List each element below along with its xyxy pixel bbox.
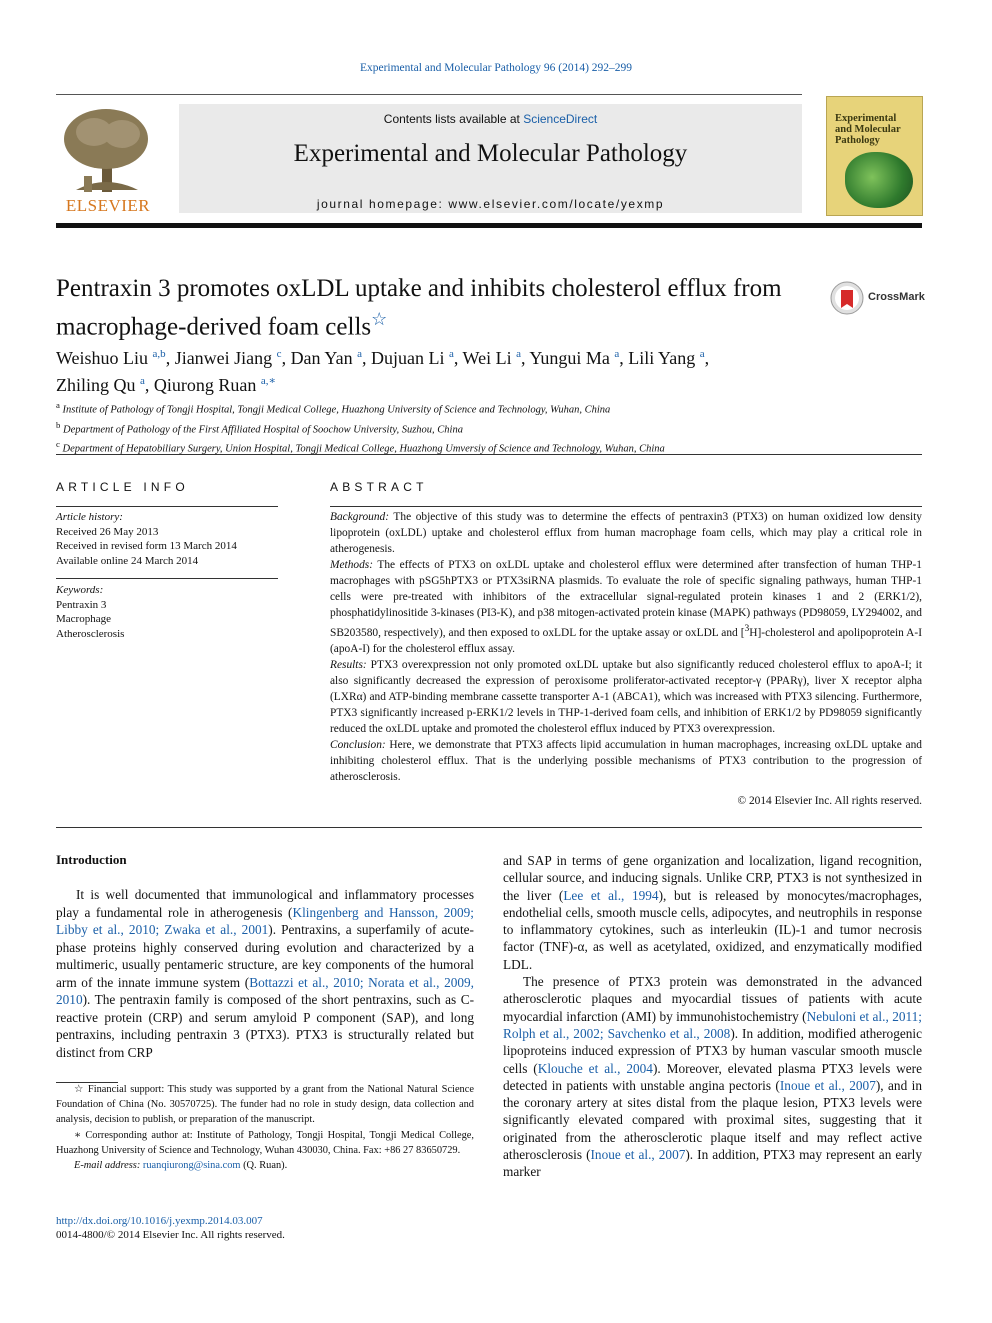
funding-text: Financial support: This study was supported by a grant from the National Natural Science Foundation of China (No. 30570725). The funder had no role in study design, data collection and analysis, decision to publish, or preparation of the manuscript. bbox=[56, 1084, 474, 1126]
author-affiliation-sup[interactable]: a bbox=[140, 375, 145, 387]
abstract-rule bbox=[330, 506, 922, 507]
left-column bbox=[56, 886, 474, 1061]
affiliation-key: a bbox=[56, 400, 60, 410]
section-rule bbox=[56, 454, 922, 455]
right-column bbox=[503, 852, 922, 1181]
author-affiliation-sup[interactable]: c bbox=[276, 348, 282, 360]
author-affiliation-sup[interactable]: a bbox=[357, 348, 362, 360]
elsevier-logo[interactable] bbox=[56, 104, 160, 216]
intro-paragraph bbox=[503, 973, 922, 1181]
citation-link[interactable]: Lee et al., 1994 bbox=[563, 887, 659, 903]
paragraph-text: ). In addition, PTX3 may represent an early marker bbox=[503, 1147, 922, 1180]
methods-text: The effects of PTX3 on oxLDL uptake and cholesterol efflux were determined after transfection of human THP-1 macrophages with pSG5hPTX3 or PTX3siRNA plasmids. To evaluate the role of specific signaling pathways, human THP-1 cells were pre-treated with inhibitors of the extracellular signal-regulated protein kinases 1 and 2 (ERK1/2), phosphatidylinositide 3-kinases (PI3-K), and p38 mitogen-activated protein kinase (MAPK) pathways (PD98059, LY294002, and SB203580, respectively), and then exposed to oxLDL for the uptake assay or oxLDL and [ bbox=[330, 559, 922, 639]
corresponding-text: Corresponding author at: Institute of Pathology, Tongji Hospital, Tongji Medical College, Huazhong University of Science and Technology, Wuhan 430030, China. Fax: +86 27 83650729. bbox=[56, 1129, 474, 1156]
citation-link[interactable]: Nebuloni et al., 2011; Rolph et al., 2002; Savchenko et al., 2008 bbox=[503, 1008, 922, 1041]
introduction-heading: Introduction bbox=[56, 852, 127, 867]
email-suffix: (Q. Ruan). bbox=[240, 1160, 288, 1172]
paragraph-text: The presence of PTX3 protein was demonstrated in the advanced atherosclerotic plaques and myocardial tissues of patients with acute myocardial infarction (AMI) by immunohistochemistry ( bbox=[503, 974, 922, 1024]
results-text: PTX3 overexpression not only promoted oxLDL uptake but also significantly reduced cholesterol efflux to apoA-I; it also significantly decreased the expression of peroxisome proliferator-activated receptor-γ (PPARγ), liver X receptor alpha (LXRα) and ATP-binding membrane cassette transporter A-1 (ABCA1), which was increased with PTX3 silencing. Furthermore, PTX3 significantly increased p-ERK1/2 levels in THP-1-derived foam cells, and inhibition of ERK1/2 by PD98059 significantly reduced the oxLDL uptake and promoted the cholesterol efflux induced by PTX3 overexpression. bbox=[330, 658, 922, 735]
author-name[interactable]: Jianwei Jiang bbox=[174, 348, 273, 368]
citation-link[interactable]: Inoue et al., 2007 bbox=[779, 1077, 876, 1093]
affiliation-item bbox=[56, 418, 922, 438]
paragraph-text: ). The pentraxin family is composed of the short pentraxins, such as C-reactive protein (CRP) and serum amyloid P component (SAP), and long pentraxins, including pentraxin 3 (PTX3). PTX3 is structurally related but distinct from CRP bbox=[56, 992, 474, 1060]
publisher-logo-text: ELSEVIER bbox=[65, 196, 151, 215]
affiliation-text: Institute of Pathology of Tongji Hospital, Tongji Medical College, Huazhong University of Science and Technology, Wuhan, China bbox=[62, 404, 611, 416]
article-title bbox=[56, 274, 816, 342]
author-name[interactable]: Zhiling Qu bbox=[56, 375, 136, 395]
affiliation-item bbox=[56, 398, 922, 418]
affiliations bbox=[56, 398, 922, 457]
author-name[interactable]: Dujuan Li bbox=[370, 348, 445, 368]
article-history bbox=[56, 510, 278, 568]
abstract-results bbox=[330, 657, 922, 737]
author-affiliation-sup[interactable]: a,b bbox=[152, 348, 166, 360]
journal-citation-link[interactable]: Experimental and Molecular Pathology 96 (2014) 292–299 bbox=[359, 62, 633, 74]
results-label: Results: bbox=[330, 658, 367, 671]
citation-link[interactable]: Klouche et al., 2004 bbox=[537, 1060, 653, 1076]
paragraph-text: ). Moreover, elevated plasma PTX3 levels were detected in patients with unstable angina pectoris ( bbox=[503, 1060, 922, 1093]
article-info-rule bbox=[56, 506, 278, 507]
paragraph-text: ), and in the coronary artery at sites distal from the plaque lesion, PTX3 levels were significantly elevated compared with proximal sites, suggesting that it originated from the atherosclerotic plaque itself and may reflect active atherosclerosis ( bbox=[503, 1077, 922, 1163]
keywords-label: Keywords: bbox=[56, 584, 104, 596]
header-thick-rule bbox=[56, 223, 922, 228]
author-affiliation-sup[interactable]: a bbox=[614, 348, 620, 360]
journal-header-box bbox=[179, 104, 802, 213]
conclusion-text: Here, we demonstrate that PTX3 affects lipid accumulation in human macrophages, increasing oxLDL uptake and inhibiting cholesterol efflux. That is the underlying possible mechanisms of PTX3 contribution to the progression of atherosclerosis. bbox=[330, 738, 922, 783]
author-name[interactable]: Wei Li bbox=[462, 348, 512, 368]
abstract-body bbox=[330, 509, 922, 785]
email-label: E-mail address: bbox=[74, 1160, 141, 1172]
author-name[interactable]: Yungui Ma bbox=[529, 348, 610, 368]
author-name[interactable]: Weishuo Liu bbox=[56, 348, 149, 368]
background-label: Background: bbox=[330, 511, 390, 523]
paragraph-text: ). In addition, modified atherogenic lipoproteins induced expression of PTX3 by human vascular smooth muscle cells ( bbox=[503, 1025, 923, 1076]
affiliation-key: c bbox=[56, 439, 60, 449]
crossmark-icon bbox=[830, 281, 864, 315]
abstract-methods bbox=[330, 557, 922, 657]
citation-link[interactable]: Bottazzi et al., 2010; Norata et al., 2009, 2010 bbox=[56, 974, 475, 1007]
revised-date: Received in revised form 13 March 2014 bbox=[56, 540, 237, 552]
journal-homepage[interactable]: journal homepage: www.elsevier.com/locate/yexmp bbox=[316, 197, 665, 211]
abstract-conclusion bbox=[330, 737, 922, 785]
email-footnote bbox=[56, 1158, 474, 1173]
author-name[interactable]: Dan Yan bbox=[290, 348, 353, 368]
conclusion-label: Conclusion: bbox=[330, 738, 386, 751]
received-date: Received 26 May 2013 bbox=[56, 525, 159, 538]
affiliation-key: b bbox=[56, 419, 61, 430]
funding-footnote bbox=[56, 1082, 474, 1128]
intro-paragraph-continued bbox=[503, 852, 922, 973]
keyword-item: Macrophage bbox=[56, 613, 111, 625]
title-footnote-mark[interactable]: ☆ bbox=[371, 309, 388, 329]
corresponding-footnote bbox=[56, 1128, 474, 1158]
cover-title: Experimental and Molecular Pathology bbox=[835, 113, 901, 146]
affiliation-text: Department of Pathology of the First Affiliated Hospital of Soochow University, Suzhou, China bbox=[63, 424, 463, 435]
citation-link[interactable]: Klingenberg and Hansson, 2009; Libby et al., 2010; Zwaka et al., 2001 bbox=[56, 904, 474, 937]
crossmark-label: CrossMark bbox=[868, 291, 925, 303]
paragraph-text: ), but is released by monocytes/macrophages, endothelial cells, smooth muscle cells, adipocytes, and neutrophils in response to inflammatory cytokines, such as interleukin (IL)-1 and tumor necrosis factor (TNF)-α, as well as acetylated, oxidized, and enzymatically modified LDL. bbox=[503, 887, 922, 972]
author-affiliation-sup[interactable]: a bbox=[516, 348, 521, 360]
background-text: The objective of this study was to determine the effects of pentraxin3 (PTX3) on human oxidized low density lipoprotein (oxLDL) uptake and cholesterol efflux from human macrophage foam cells, which may play a critical role in atherogenesis. bbox=[330, 511, 922, 555]
isotope-sup: 3 bbox=[744, 624, 750, 634]
abstract-heading: ABSTRACT bbox=[330, 480, 428, 494]
online-date: Available online 24 March 2014 bbox=[56, 554, 199, 567]
article-info-heading: ARTICLE INFO bbox=[56, 480, 189, 494]
paragraph-text: ). Pentraxins, a superfamily of acute-phase proteins highly conserved during evolution and characterized by a multimeric, usually pentameric structure, are key components of the humoral arm of the innate immune system ( bbox=[56, 922, 474, 990]
methods-text-end: H]-cholesterol and apolipoprotein A-I (apoA-I) for the cholesterol efflux assay. bbox=[330, 626, 922, 655]
journal-name: Experimental and Molecular Pathology bbox=[293, 140, 688, 167]
history-label: Article history: bbox=[56, 511, 123, 523]
keywords-rule bbox=[56, 578, 278, 579]
author-name[interactable]: Lili Yang bbox=[628, 348, 696, 368]
doi-link[interactable]: http://dx.doi.org/10.1016/j.yexmp.2014.03.007 bbox=[56, 1215, 263, 1227]
author-affiliation-sup[interactable]: a bbox=[448, 348, 454, 360]
author-affiliation-sup[interactable]: a bbox=[699, 348, 705, 360]
crossmark-badge[interactable] bbox=[830, 278, 925, 318]
author-affiliation-sup[interactable]: a,∗ bbox=[260, 375, 276, 387]
paragraph-text: and SAP in terms of gene organization and localization, ligand recognition, cellular source, and inducing signals. Unlike CRP, PTX3 is not synthesized in the liver ( bbox=[503, 853, 922, 903]
section-rule bbox=[56, 827, 922, 828]
keyword-item: Pentraxin 3 bbox=[56, 598, 107, 611]
article-title-text: Pentraxin 3 promotes oxLDL uptake and inhibits cholesterol efflux from macrophage-derived foam cells bbox=[56, 275, 782, 341]
cover-illustration bbox=[845, 152, 913, 208]
author-list: Weishuo Liu $^{a,b}$, Jianwei Jiang $^c$, Dan Yan $^a$, Dujuan Li $^a$, Wei Li $^a$, Yungui Ma $^a$, Lili Yang $^a$, Zhiling Qu $^a$, Qiurong Ruan $^{a,∗}$ bbox=[56, 348, 710, 395]
author-name[interactable]: Qiurong Ruan bbox=[153, 375, 257, 395]
affiliation-text: Department of Hepatobiliary Surgery, Union Hospital, Tongji Medical College, Huazhong Umversiy of Science and Technology, Wuhan, China bbox=[62, 443, 665, 455]
star-mark-icon: ☆ bbox=[74, 1084, 85, 1095]
intro-paragraph bbox=[56, 886, 474, 1061]
journal-cover-image[interactable] bbox=[826, 96, 923, 216]
citation-link[interactable]: Inoue et al., 2007 bbox=[590, 1147, 686, 1163]
email-link[interactable]: ruanqiurong@sina.com bbox=[142, 1160, 241, 1172]
header-top-rule bbox=[56, 94, 802, 95]
abstract-copyright: © 2014 Elsevier Inc. All rights reserved. bbox=[737, 795, 922, 807]
abstract-background bbox=[330, 509, 922, 557]
asterisk-mark-icon: ∗ bbox=[74, 1129, 82, 1141]
contents-prefix: Contents lists available at bbox=[383, 112, 524, 126]
methods-label: Methods: bbox=[330, 559, 374, 571]
sciencedirect-link[interactable]: ScienceDirect bbox=[523, 112, 598, 126]
paragraph-text: It is well documented that immunological and inflammatory processes play a fundamental role in atherogenesis ( bbox=[56, 887, 474, 920]
issn-line: 0014-4800/© 2014 Elsevier Inc. All rights reserved. bbox=[56, 1229, 285, 1241]
keyword-item: Atherosclerosis bbox=[56, 627, 125, 640]
contents-line bbox=[179, 112, 802, 126]
keywords bbox=[56, 583, 278, 641]
footnotes bbox=[56, 1082, 474, 1173]
